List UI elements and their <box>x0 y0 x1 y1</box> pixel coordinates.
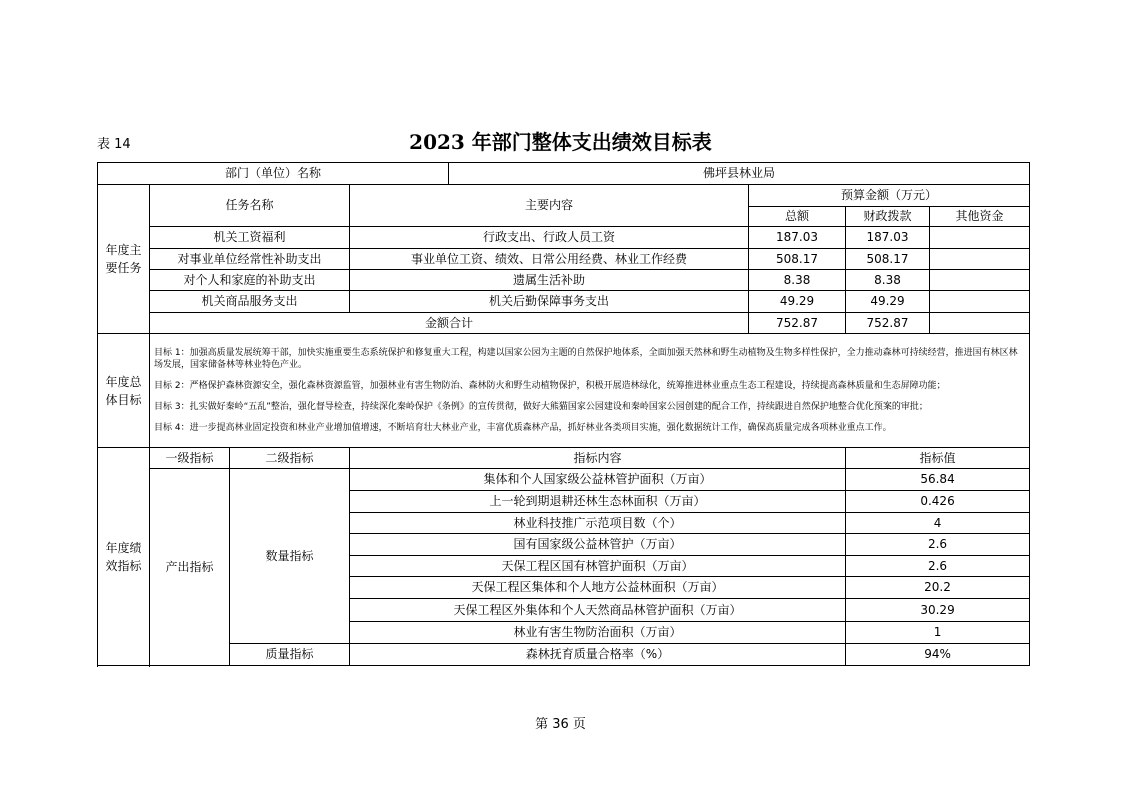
indicator-value: 4 <box>846 513 1030 534</box>
task-content: 遗属生活补助 <box>350 270 749 291</box>
task-section-label: 年度主要任务 <box>98 185 150 334</box>
task-name-header: 任务名称 <box>150 185 350 227</box>
objectives-section-label: 年度总体目标 <box>98 334 150 448</box>
page-title: 2023 年部门整体支出绩效目标表 <box>409 130 712 154</box>
dept-label: 部门（单位）名称 <box>98 163 449 185</box>
table-row <box>98 227 1030 249</box>
indicator-value-header: 指标值 <box>846 448 1030 469</box>
sum-total: 752.87 <box>749 313 846 334</box>
indicator-content: 天保工程区国有林管护面积（万亩） <box>350 556 846 577</box>
task-fiscal: 187.03 <box>846 227 930 249</box>
total-header: 总额 <box>749 207 846 227</box>
performance-target-table <box>97 162 1030 666</box>
objective-item: 目标 3：扎实做好秦岭“五乱”整治，强化督导检查，持续深化秦岭保护《条例》的宣传贯彻，做好大熊猫国家公园建设和秦岭国家公园创建的配合工作，持续跟进自然保护地整合优化预案的审批； <box>154 402 928 412</box>
indicator-value: 56.84 <box>846 469 1030 491</box>
table-row <box>98 644 1030 666</box>
indicator-content: 林业有害生物防治面积（万亩） <box>350 622 846 644</box>
sum-row <box>98 313 1030 334</box>
table-row <box>98 270 1030 291</box>
objectives-row <box>98 334 1030 448</box>
objective-item: 目标 4：进一步提高林业固定投资和林业产业增加值增速，不断培育壮大林业产业，丰富优质森林产品，抓好林业各类项目实施，强化数据统计工作，确保高质量完成各项林业重点工作。 <box>154 423 892 433</box>
indicator-content: 森林抚育质量合格率（%） <box>350 644 846 666</box>
task-total: 187.03 <box>749 227 846 249</box>
indicator-value: 2.6 <box>846 534 1030 556</box>
task-total: 8.38 <box>749 270 846 291</box>
indicator-content-header: 指标内容 <box>350 448 846 469</box>
task-name: 机关商品服务支出 <box>150 291 350 313</box>
task-content: 机关后勤保障事务支出 <box>350 291 749 313</box>
level1-output: 产出指标 <box>150 469 230 666</box>
level2-quantity: 数量指标 <box>230 469 350 644</box>
fiscal-header: 财政拨款 <box>846 207 930 227</box>
task-name: 对个人和家庭的补助支出 <box>150 270 350 291</box>
indicator-value: 1 <box>846 622 1030 644</box>
task-other <box>930 270 1030 291</box>
task-name: 对事业单位经常性补助支出 <box>150 249 350 270</box>
task-other <box>930 227 1030 249</box>
task-header-row <box>98 185 1030 207</box>
page-number: 第 36 页 <box>535 717 586 732</box>
task-total: 508.17 <box>749 249 846 270</box>
task-fiscal: 508.17 <box>846 249 930 270</box>
task-total: 49.29 <box>749 291 846 313</box>
sum-label: 金额合计 <box>150 313 749 334</box>
task-content-header: 主要内容 <box>350 185 749 227</box>
objectives-text <box>150 334 1030 448</box>
indicator-content: 上一轮到期退耕还林生态林面积（万亩） <box>350 491 846 513</box>
indicator-content: 天保工程区外集体和个人天然商品林管护面积（万亩） <box>350 599 846 622</box>
indicator-header-row <box>98 448 1030 469</box>
indicator-content: 国有国家级公益林管护（万亩） <box>350 534 846 556</box>
indicator-content: 林业科技推广示范项目数（个） <box>350 513 846 534</box>
table-row <box>98 249 1030 270</box>
indicator-content: 天保工程区集体和个人地方公益林面积（万亩） <box>350 577 846 599</box>
dept-value: 佛坪县林业局 <box>449 163 1030 185</box>
other-header: 其他资金 <box>930 207 1030 227</box>
level2-header: 二级指标 <box>230 448 350 469</box>
table-row <box>98 469 1030 491</box>
dept-row <box>98 163 1030 185</box>
indicator-content: 集体和个人国家级公益林管护面积（万亩） <box>350 469 846 491</box>
task-other <box>930 291 1030 313</box>
indicator-value: 2.6 <box>846 556 1030 577</box>
task-content: 事业单位工资、绩效、日常公用经费、林业工作经费 <box>350 249 749 270</box>
task-other <box>930 249 1030 270</box>
indicator-value: 0.426 <box>846 491 1030 513</box>
sum-other <box>930 313 1030 334</box>
budget-header: 预算金额（万元） <box>749 185 1030 207</box>
indicators-section-label: 年度绩效指标 <box>98 448 150 666</box>
indicator-value: 94% <box>846 644 1030 666</box>
task-fiscal: 8.38 <box>846 270 930 291</box>
level1-header: 一级指标 <box>150 448 230 469</box>
sum-fiscal: 752.87 <box>846 313 930 334</box>
objective-item: 目标 2：严格保护森林资源安全，强化森林资源监管，加强林业有害生物防治、森林防火和野生动植物保护，积极开展造林绿化，统筹推进林业重点生态工程建设，持续提高森林质量和生态屏障功能； <box>154 381 946 391</box>
table-row <box>98 291 1030 313</box>
table-label: 表 14 <box>97 137 131 152</box>
indicator-value: 30.29 <box>846 599 1030 622</box>
task-fiscal: 49.29 <box>846 291 930 313</box>
task-content: 行政支出、行政人员工资 <box>350 227 749 249</box>
objective-item: 目标 1：加强高质量发展统筹干部，加快实施重要生态系统保护和修复重大工程，构建以国家公园为主题的自然保护地体系，全面加强天然林和野生动植物及生物多样性保护，全力推动森林可持续经营，推进国有林区林场发展，国家储备林等林业特色产业。 <box>154 348 1018 370</box>
level2-quality: 质量指标 <box>230 644 350 666</box>
indicator-value: 20.2 <box>846 577 1030 599</box>
task-name: 机关工资福利 <box>150 227 350 249</box>
